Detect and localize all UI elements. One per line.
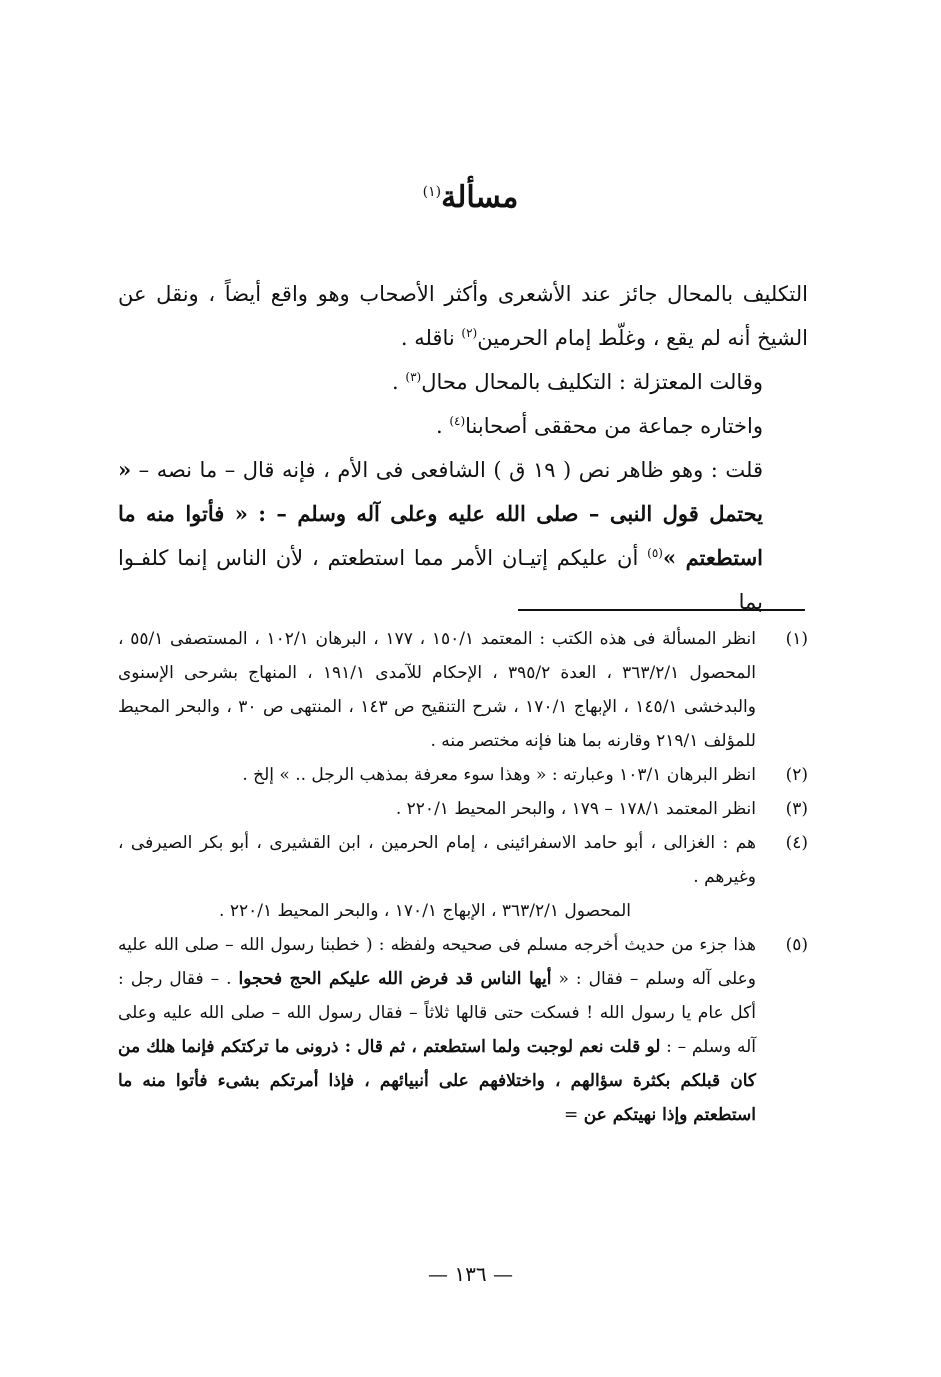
- page-number: — ١٣٦ —: [428, 1262, 513, 1286]
- note-ref-2: (٢): [461, 326, 478, 340]
- paragraph-4-text-a: قلت : وهو ظاهر نص ( ١٩ ق ) الشافعى فى الأم ، فإنه قال – ما نصه –: [131, 458, 763, 482]
- footnote-5: [118, 928, 808, 1132]
- footnote-2: [118, 758, 808, 792]
- paragraph-2: [118, 360, 808, 404]
- paragraph-2-end: .: [392, 370, 406, 394]
- footnote-text: انظر المعتمد ١٧٨/١ – ١٧٩ ، والبحر المحيط ٢٢٠/١ .: [395, 799, 756, 819]
- footnote-text-c: . – فقال رجل : أكل عام يا رسول الله ! فسكت حتى قالها ثلاثاً – فقال رسول الله – صلى الله عليه وعلى آله وسلم – :: [118, 969, 756, 1057]
- paragraph-4-text-c: أن عليكم إتيـان الأمر مما استطعتم ، لأن الناس إنما كلفـوا بما: [118, 546, 763, 614]
- footnote-body: [118, 928, 756, 1132]
- footnotes: [118, 622, 808, 1132]
- paragraph-3: [118, 404, 808, 448]
- footnote-1: [118, 622, 808, 758]
- paragraph-3-end: .: [435, 414, 450, 438]
- footnote-number: (٣): [785, 799, 808, 819]
- footnote-sources: المحصول ٣٦٣/٢/١ ، الإبهاج ١٧٠/١ ، والبحر المحيط ٢٢٠/١ .: [219, 901, 631, 921]
- hadith-quote-1: أيها الناس قد فرض الله عليكم الحج فحجوا: [238, 969, 552, 989]
- footnote-number: (١): [785, 629, 808, 649]
- note-ref-4: (٤): [449, 414, 466, 428]
- main-text: [118, 272, 808, 624]
- footnote-number: (٤): [785, 833, 808, 853]
- hadith-quote-2: لو قلت نعم لوجبت ولما استطعتم ، ثم قال : ذرونى ما تركتكم فإنما هلك من كان قبلكم بكثرة سؤالهم ، واختلافهم على أنبيائهم ، فإذا أمرتكم بشىء فأتوا منه ما استطعتم وإذا نهيتكم عن: [118, 1037, 756, 1125]
- footnote-text: انظر البرهان ١٠٣/١ وعبارته : « وهذا سوء معرفة بمذهب الرجل .. » إلخ .: [242, 765, 756, 785]
- paragraph-1-text: التكليف بالمحال جائز عند الأشعرى وأكثر الأصحاب وهو واقع أيضاً ، ونقل عن الشيخ أنه لم يقع ، وغلّط إمام الحرمين: [118, 282, 808, 350]
- paragraph-1: [118, 272, 808, 360]
- note-ref-5: (٥): [647, 546, 663, 560]
- paragraph-2-text: وقالت المعتزلة : التكليف بالمحال محال: [421, 370, 763, 394]
- continuation-mark: =: [564, 1105, 584, 1125]
- paragraph-1-end: ناقله .: [400, 326, 462, 350]
- footnote-3: [118, 792, 808, 826]
- section-title: [0, 180, 941, 215]
- footnote-number: (٥): [785, 935, 808, 955]
- note-ref-3: (٣): [405, 370, 422, 384]
- footnote-body: [118, 826, 756, 928]
- section-title-text: مسألة: [441, 180, 519, 215]
- paragraph-3-text: واختاره جماعة من محققى أصحابنا: [465, 414, 763, 438]
- footnote-4: [118, 826, 808, 928]
- footnote-number: (٢): [785, 765, 808, 785]
- footnote-separator: [518, 609, 805, 611]
- footnote-text: هم : الغزالى ، أبو حامد الاسفرائينى ، إمام الحرمين ، ابن القشيرى ، أبو بكر الصيرفى ، وغيرهم .: [118, 833, 756, 887]
- footnote-text-a: هذا جزء من حديث أخرجه مسلم فى صحيحه ولفظه : ( خطبنا رسول الله – صلى الله عليه وعلى آله وسلم – فقال : «: [118, 935, 756, 989]
- paragraph-4-quote: « يحتمل قول النبى – صلى الله عليه وعلى آله وسلم – : « فأتوا منه ما استطعتم »: [118, 457, 764, 570]
- paragraph-4: [118, 448, 808, 624]
- footnote-text: انظر المسألة فى هذه الكتب : المعتمد ١٥٠/١ ، ١٧٧ ، البرهان ١٠٢/١ ، المستصفى ٥٥/١ ، المحصول ٣٦٣/٢/١ ، العدة ٣٩٥/٢ ، الإحكام للآمدى ١٩١/١ ، المنهاج بشرحى الإسنوى والبدخشى ١٤٥/١ ، الإبهاج ١٧٠/١ ، شرح التنقيح ص ١٤٣ ، المنتهى ص ٣٠ ، والبحر المحيط للمؤلف ٢١٩/١ وقارنه بما هنا فإنه مختصر منه .: [118, 629, 756, 751]
- section-title-note-ref: (١): [422, 184, 442, 200]
